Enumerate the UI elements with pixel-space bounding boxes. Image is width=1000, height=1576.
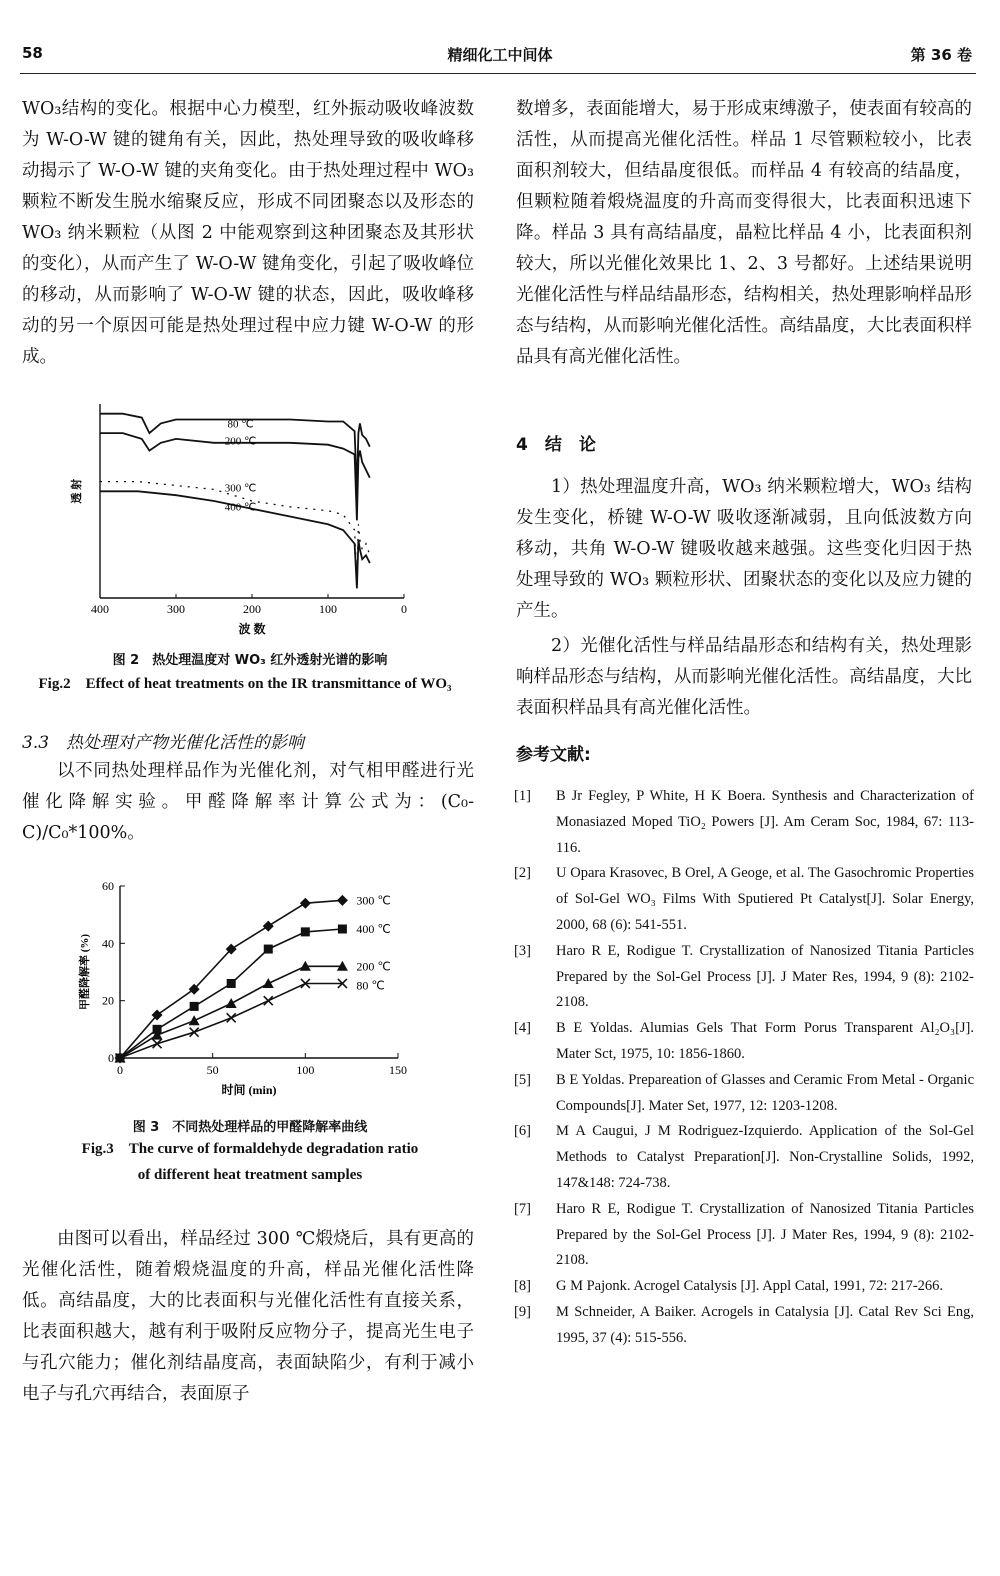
x-tick-label: 100 (319, 602, 337, 616)
ir-series-line (100, 482, 370, 579)
reference-item (514, 1197, 974, 1274)
x-tick-label: 200 (243, 602, 261, 616)
y-axis-label: 透 射 (71, 478, 83, 504)
data-point-square (190, 1002, 199, 1011)
reference-number: [7] (514, 1200, 531, 1217)
figure-3-caption-en-2: of different heat treatment samples (137, 1167, 363, 1183)
reference-item (514, 861, 974, 938)
left-column-top (22, 94, 474, 373)
y-axis-label: 甲醛降解率 (%) (79, 933, 91, 1011)
reference-item (514, 939, 974, 1016)
data-point-square (227, 979, 236, 988)
reference-text: G M Pajonk. Acrogel Catalysis [J]. Appl Catal, 1991, 72: 217-266. (556, 1278, 944, 1295)
series-label: 80 ℃ (356, 978, 385, 993)
left-paragraph-3: 由图可以看出，样品经过 300 ℃煅烧后，具有更高的光催化活性，随着煅烧温度的升高，样品光催化活性降低。高结晶度，大的比表面积与光催化活性有直接关系，比表面积越大，越有利于吸附反应物分子，提高光生电子与孔穴能力；催化剂结晶度高，表面缺陷少，有利于减小电子与孔穴再结合，表面原子 (22, 1229, 474, 1404)
reference-text: B E Yoldas. Alumias Gels That Form Porus Transparent Al₂O₃[J]. Mater Sct, 1975, 10: 1856-1860. (556, 1020, 974, 1062)
ir-series-label: 400 ℃ (224, 501, 257, 514)
section-4-heading: 4 结 论 (516, 435, 596, 455)
reference-text: Haro R E, Rodigue T. Crystallization of Nanosized Titania Particles Prepared by the Sol-Gel Process [J]. J Mater Res, 1994, 9 (8): 2102-2108. (556, 1200, 974, 1269)
header-rule (20, 73, 976, 74)
x-tick-label: 0 (117, 1063, 123, 1077)
series-label: 300 ℃ (356, 893, 391, 908)
x-tick-label: 400 (91, 602, 109, 616)
reference-number: [1] (514, 788, 531, 804)
reference-text: U Opara Krasovec, B Orel, A Geoge, et al. The Gasochromic Properties of Sol-Gel WO₃ Films With Sputiered Pt Catalyst[J]. Solar Energy, 2000, 68 (6): 541-551. (556, 865, 974, 933)
series-label: 200 ℃ (356, 959, 391, 974)
data-point-diamond (337, 895, 348, 906)
data-point-square (338, 925, 347, 934)
reference-item (514, 1274, 974, 1300)
journal-title: 精细化工中间体 (447, 46, 553, 64)
volume-label: 第 36 卷 (910, 46, 972, 64)
reference-text: B E Yoldas. Prepareation of Glasses and Ceramic From Metal - Organic Compounds[J]. Mater Set, 1977, 12: 1203-1208. (556, 1071, 974, 1114)
reference-text: M Schneider, A Baiker. Acrogels in Catalysia [J]. Catal Rev Sci Eng, 1995, 37 (4): 515-556. (556, 1303, 974, 1346)
x-axis-label: 时间 (min) (221, 1083, 277, 1097)
left-column-bottom (22, 1224, 474, 1410)
y-tick-label: 0 (108, 1051, 114, 1065)
conclusion-2: 2）光催化活性与样品结晶形态和结构有关，热处理影响样品形态与结构，从而影响光催化活性。高结晶度，大比表面积样品具有高光催化活性。 (516, 636, 972, 718)
figure-2-caption-en: Fig.2 Effect of heat treatments on the IR transmittance of WO₃ (38, 676, 452, 692)
right-column-conclusions (516, 472, 972, 724)
ir-series-label: 80 ℃ (227, 418, 254, 431)
data-point-triangle (189, 1015, 200, 1025)
figure-3-caption-cn: 图 3 不同热处理样品的甲醛降解率曲线 (132, 1120, 368, 1135)
data-point-square (264, 945, 273, 954)
section-3-3-heading: 3.3 热处理对产物光催化活性的影响 (22, 733, 305, 753)
figure-3-degradation-chart (70, 876, 430, 1100)
x-tick-label: 100 (296, 1063, 315, 1077)
ir-series-label: 300 ℃ (224, 482, 257, 495)
reference-number: [2] (514, 865, 531, 882)
left-column-mid (22, 756, 474, 849)
figure-2-caption-cn: 图 2 热处理温度对 WO₃ 红外透射光谱的影响 (112, 653, 388, 668)
x-tick-label: 300 (167, 602, 185, 616)
reference-number: [3] (514, 942, 531, 959)
references-list (514, 784, 974, 1352)
reference-number: [9] (514, 1303, 531, 1320)
data-point-triangle (263, 978, 274, 988)
right-column-top (516, 94, 972, 373)
data-point-square (301, 927, 310, 936)
left-paragraph-2: 以不同热处理样品作为光催化剂，对气相甲醛进行光催化降解实验。甲醛降解率计算公式为：(C₀-C)/C₀*100%。 (22, 761, 474, 843)
ir-series-label: 200 ℃ (224, 435, 257, 448)
series-label: 400 ℃ (356, 922, 391, 936)
left-paragraph-1: WO₃结构的变化。根据中心力模型，红外振动吸收峰波数为 W-O-W 键的键角有关，因此，热处理导致的吸收峰移动揭示了 W-O-W 键的夹角变化。由于热处理过程中 WO₃ 颗粒不断发生脱水缩聚反应，形成不同团聚态以及形态的 WO₃ 纳米颗粒（从图 2 中能观察到这种团聚态及其形状的变化），从而产生了 W-O-W 键角变化，引起了吸收峰位的移动，从而影响了 W-O-W 键的状态，因此，吸收峰移动的另一个原因可能是热处理过程中应力键 W-O-W 的形成。 (22, 99, 474, 367)
x-tick-label: 150 (389, 1063, 407, 1077)
page-number: 58 (22, 44, 43, 62)
reference-number: [6] (514, 1123, 531, 1140)
x-axis-label: 波 数 (238, 622, 266, 636)
x-tick-label: 0 (401, 602, 407, 616)
reference-number: [5] (514, 1071, 531, 1088)
reference-number: [8] (514, 1278, 531, 1295)
references-heading: 参考文献: (516, 745, 591, 765)
reference-text: B Jr Fegley, P White, H K Boera. Synthesis and Characterization of Monasiazed Moped TiO₂ Powers [J]. Am Ceram Soc, 1984, 67: 113-116. (556, 788, 974, 856)
y-tick-label: 20 (102, 993, 114, 1008)
right-paragraph-1: 数增多，表面能增大，易于形成束缚激子，使表面有较高的活性，从而提高光催化活性。样品 1 尽管颗粒较小，比表面积剂较大，但结晶度很低。而样品 4 有较高的结晶度，但颗粒随着煅烧温度的升高而变得很大，比表面积迅速下降。样品 3 具有高结晶度，晶粒比样品 4 小，比表面积剂较大，所以光催化效果比 1、2、3 号都好。上述结果说明光催化活性与样品结晶形态，结构相关，热处理影响样品形态与结构，从而影响光催化活性。高结晶度，大比表面积样品具有高光催化活性。 (516, 99, 972, 367)
figure-2-ir-spectra (60, 398, 440, 640)
data-point-triangle (226, 998, 237, 1008)
reference-number: [4] (514, 1020, 531, 1037)
figure-3-caption-en-1: Fig.3 The curve of formaldehyde degradation ratio (81, 1141, 419, 1157)
reference-item (514, 1068, 974, 1120)
reference-item (514, 1300, 974, 1352)
conclusion-1: 1）热处理温度升高，WO₃ 纳米颗粒增大，WO₃ 结构发生变化，桥键 W-O-W 吸收逐渐减弱，且向低波数方向移动，共角 W-O-W 键吸收越来越强。这些变化归因于热处理导致的 WO₃ 颗粒形状、团聚状态的变化以及应力键的产生。 (516, 477, 972, 621)
reference-item (514, 784, 974, 861)
data-point-diamond (263, 921, 274, 932)
data-point-diamond (300, 898, 311, 909)
y-tick-label: 40 (102, 936, 114, 951)
reference-item (514, 1119, 974, 1196)
reference-text: M A Caugui, J M Rodriguez-Izquierdo. Application of the Sol-Gel Methods to Catalyst Preparation[J]. Non-Crystalline Solids, 1992, 147&148: 724-738. (556, 1123, 974, 1191)
reference-item (514, 1016, 974, 1068)
x-tick-label: 50 (206, 1063, 219, 1077)
reference-text: Haro R E, Rodigue T. Crystallization of Nanosized Titania Particles Prepared by the Sol-Gel Process [J]. J Mater Res, 1994, 9 (8): 2102-2108. (556, 942, 974, 1011)
y-tick-label: 60 (102, 879, 114, 893)
